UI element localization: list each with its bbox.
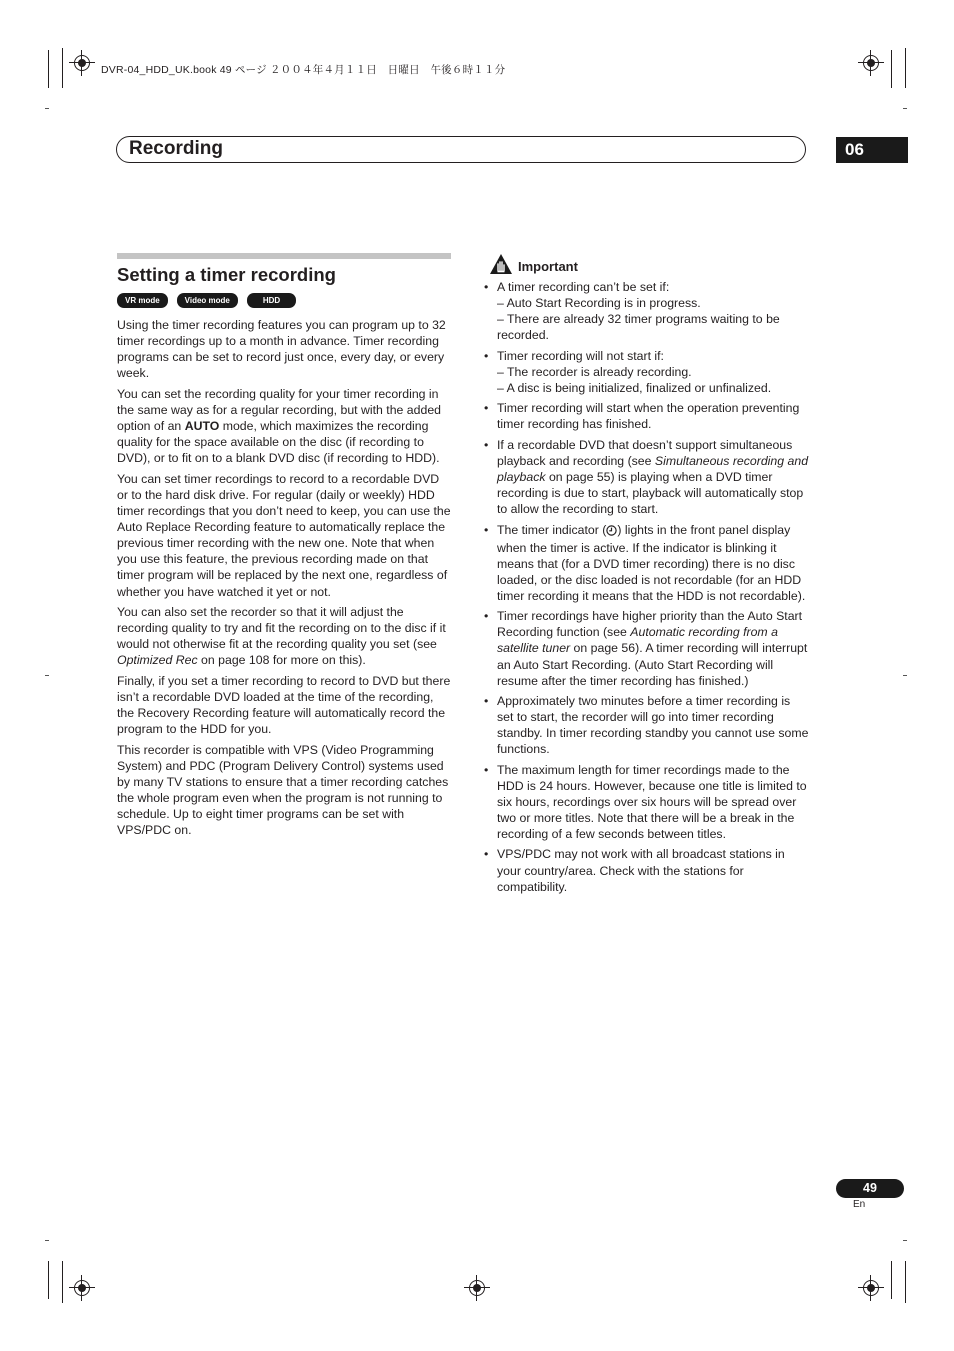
section-title: Setting a timer recording xyxy=(117,264,336,285)
page-number: 49 xyxy=(836,1179,904,1198)
trim-tick xyxy=(903,108,907,109)
list-item: • The timer indicator ( ) lights in the front panel display when the timer is active. If the indicator is blinking it means that (for a DVD timer recording) there is no disc loaded, or the disc loaded is not recordable (for an HDD timer recording it means that the HDD is not recordable). xyxy=(484,522,806,603)
registration-mark-icon xyxy=(863,1280,879,1296)
list-item: • Approximately two minutes before a timer recording is set to start, the recorder will go into timer recording standby. In timer recording standby you cannot use some functions. xyxy=(484,694,809,757)
paragraph: This recorder is compatible with VPS (Video Programming System) and PDC (Program Delivery Control) systems used by many TV stations to ensure that a timer recording catches the whole program even when the program is not running to schedule. Up to eight timer programs can be set with VPS/PDC on. xyxy=(117,742,449,838)
trim-tick xyxy=(45,108,49,109)
list-item: • Timer recording will start when the operation preventing timer recording has finished. xyxy=(484,401,800,432)
paragraph: You can set the recording quality for your timer recording in the same way as for a regular recording, but with the added option of an AUTO mode, which maximizes the recording quality for the space available on the disc (if recording to DVD), or to fit on to a blank DVD disc (if recording to HDD). xyxy=(117,386,442,466)
paragraph: You can also set the recorder so that it will adjust the recording quality to try and fit the recording on to the disc if it would not otherwise fit at the recording quality you set (see Optimized Rec on page 108 for more on this). xyxy=(117,605,446,668)
body-text-left xyxy=(117,317,453,843)
header-title: Recording xyxy=(129,138,223,159)
crop-mark xyxy=(905,48,906,88)
trim-tick xyxy=(45,675,49,676)
crop-mark xyxy=(891,1261,892,1299)
crop-mark xyxy=(62,48,63,88)
badge-hdd: HDD xyxy=(247,293,296,308)
crop-mark xyxy=(905,1261,906,1303)
section-rule xyxy=(117,253,451,259)
mode-badges xyxy=(117,293,296,308)
badge-video-mode: Video mode xyxy=(177,293,238,308)
important-label: Important xyxy=(518,258,578,274)
badge-vr-mode: VR mode xyxy=(117,293,168,308)
registration-mark-icon xyxy=(74,55,90,71)
registration-mark-icon xyxy=(469,1280,485,1296)
important-heading xyxy=(489,253,578,280)
important-list xyxy=(484,279,810,899)
clock-icon xyxy=(606,524,617,540)
crop-mark xyxy=(891,50,892,88)
trim-tick xyxy=(903,675,907,676)
trim-tick xyxy=(903,1240,907,1241)
list-item: • The maximum length for timer recordings made to the HDD is 24 hours. However, because one title is limited to six hours, recordings over six hours will be spread over two or more titles. Note that there will be a break in the recording of a few seconds between titles. xyxy=(484,762,807,842)
list-item: • If a recordable DVD that doesn’t support simultaneous playback and recording (see Simultaneous recording and playback on page 55) is playing when a DVD timer recording is due to start, playback will automatically stop to allow the recording to start. xyxy=(484,437,809,517)
list-item: • VPS/PDC may not work with all broadcast stations in your country/area. Check with the stations for compatibility. xyxy=(484,847,785,894)
warning-hand-icon xyxy=(489,253,513,280)
print-slug: DVR-04_HDD_UK.book 49 ページ ２００４年４月１１日 日曜日 午後６時１１分 xyxy=(101,64,506,76)
trim-tick xyxy=(45,1240,49,1241)
registration-mark-icon xyxy=(863,55,879,71)
crop-mark xyxy=(48,1261,49,1299)
paragraph: You can set timer recordings to record to a recordable DVD or to the hard disk drive. For regular (daily or weekly) HDD timer recordings that you don’t need to keep, you can use the Auto Replace Recording feature to automatically replace the previous timer recording with the new one. Note that when you use this feature, the previous recording made on that timer program will be replaced by the next one, regardless of whether you have watched it yet or not. xyxy=(117,471,451,599)
chapter-number: 06 xyxy=(836,137,908,163)
paragraph: Finally, if you set a timer recording to record to DVD but there isn’t a recordable DVD loaded at the time of the recording, the Recovery Recording feature will automatically record the program to the HDD for you. xyxy=(117,673,451,737)
crop-mark xyxy=(62,1261,63,1303)
list-item: • Timer recording will not start if: – The recorder is already recording. – A disc is being initialized, finalized or unfinalized. xyxy=(484,348,772,395)
list-item: • Timer recordings have higher priority than the Auto Start Recording function (see Automatic recording from a satellite tuner on page 56). A timer recording will interrupt an Auto Start Recording. (Auto Start Recording will resume after the timer recording has finished.) xyxy=(484,609,808,688)
list-item: • A timer recording can’t be set if: – Auto Start Recording is in progress. – There are already 32 timer programs waiting to be recorded. xyxy=(484,280,780,343)
paragraph: Using the timer recording features you can program up to 32 timer recordings up to a month in advance. Timer recording programs can be set to record just once, every day, or every week. xyxy=(117,318,446,381)
registration-mark-icon xyxy=(74,1280,90,1296)
crop-mark xyxy=(48,50,49,88)
language-code: En xyxy=(853,1199,866,1210)
